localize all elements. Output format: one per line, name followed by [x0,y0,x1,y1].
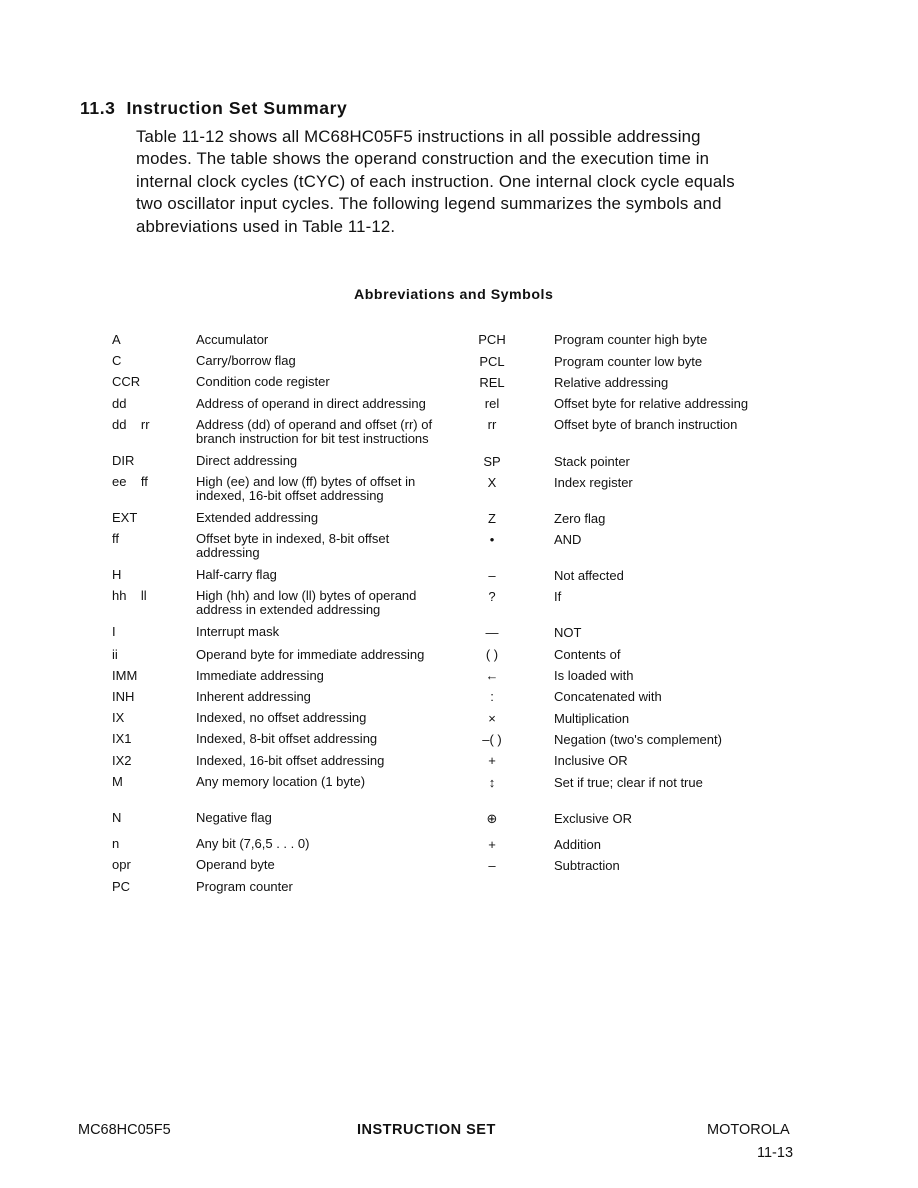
legend-symbol: EXT [112,510,138,525]
legend-description: Indexed, 16-bit offset addressing [196,753,385,768]
legend-symbol: IX [112,710,125,725]
legend-description: NOT [554,625,582,640]
legend-symbol: CCR [112,374,141,389]
legend-symbol: — [485,625,499,640]
legend-description: Program counter [196,879,293,894]
legend-description: High (ee) and low (ff) bytes of offset in [196,474,416,489]
legend-symbol: hh ll [112,588,147,603]
legend-symbol: X [487,475,497,490]
legend-description: Not affected [554,568,624,583]
intro-line: abbreviations used in Table 11-12. [136,216,396,236]
legend-symbol: n [112,836,120,851]
legend-symbol: + [488,837,496,852]
legend-description: Concatenated with [554,689,662,704]
legend-symbol: rr [487,417,497,432]
legend-description: Immediate addressing [196,668,324,683]
legend-description: Negative flag [196,810,272,825]
legend-description: Operand byte for immediate addressing [196,647,425,662]
footer-chapter: INSTRUCTION SET [357,1122,496,1138]
legend-description: Is loaded with [554,668,634,683]
legend-symbol: ⊕ [486,811,498,826]
legend-description: Address (dd) of operand and offset (rr) of [196,417,433,432]
legend-symbol: ↕ [488,775,496,790]
legend-symbol: C [112,353,122,368]
legend-symbol: – [488,568,496,583]
legend-symbol: A [112,332,121,347]
section-number: 11.3 [80,98,116,118]
legend-description: branch instruction for bit test instructions [196,431,429,446]
legend-symbol: • [489,532,495,547]
legend-symbol: Z [488,511,496,526]
legend-description: AND [554,532,582,547]
footer-doc-id: MC68HC05F5 [78,1122,171,1138]
intro-line: two oscillator input cycles. The following legend summarizes the symbols and [136,194,722,214]
legend-description: Offset byte of branch instruction [554,417,738,432]
legend-description: Inherent addressing [196,689,311,704]
legend-symbol: IX2 [112,753,132,768]
footer-brand: MOTOROLA [707,1122,790,1138]
legend-description: Extended addressing [196,510,319,525]
legend-symbol: : [490,689,494,704]
legend-description: Accumulator [196,332,269,347]
footer-page-number: 11-13 [757,1145,794,1161]
legend-description: Interrupt mask [196,624,280,639]
legend-description: Direct addressing [196,453,298,468]
legend-description: Multiplication [554,711,630,726]
intro-line: modes. The table shows the operand construction and the execution time in [136,149,710,169]
legend-description: High (hh) and low (ll) bytes of operand [196,588,417,603]
legend-symbol: IX1 [112,731,132,746]
legend-symbol: ( ) [485,647,499,662]
legend-description: Any memory location (1 byte) [196,774,366,789]
legend-symbol: N [112,810,122,825]
legend-description: Exclusive OR [554,811,633,826]
legend-symbol: M [112,774,123,789]
legend-symbol: + [488,753,496,768]
legend-symbol: ← [485,668,499,683]
legend-description: Any bit (7,6,5 . . . 0) [196,836,310,851]
legend-symbol: DIR [112,453,135,468]
legend-description: Address of operand in direct addressing [196,396,426,411]
legend-description: Zero flag [554,511,606,526]
legend-title: Abbreviations and Symbols [354,287,554,303]
legend-symbol: dd rr [112,417,150,432]
legend-description: Set if true; clear if not true [554,775,703,790]
section-heading [80,98,347,119]
legend-description: Offset byte for relative addressing [554,396,749,411]
legend-description: Stack pointer [554,454,630,469]
legend-symbol: PCH [478,332,506,347]
legend-description: Inclusive OR [554,753,628,768]
legend-symbol: ii [112,647,118,662]
legend-description: Negation (two's complement) [554,732,722,747]
legend-symbol: opr [112,857,131,872]
legend-description: address in extended addressing [196,602,381,617]
legend-symbol: ? [488,589,496,604]
legend-description: Operand byte [196,857,275,872]
legend-symbol: rel [484,396,500,411]
legend-description: Program counter low byte [554,354,703,369]
legend-description: Subtraction [554,858,620,873]
legend-description: Index register [554,475,633,490]
legend-description: Program counter high byte [554,332,708,347]
legend-description: Condition code register [196,374,330,389]
legend-symbol: × [488,711,496,726]
intro-line: internal clock cycles (tCYC) of each instruction. One internal clock cycle equals [136,171,735,191]
legend-description: indexed, 16-bit offset addressing [196,488,384,503]
legend-symbol: IMM [112,668,138,683]
legend-symbol: PCL [479,354,505,369]
legend-description: Indexed, no offset addressing [196,710,367,725]
legend-symbol: SP [483,454,501,469]
legend-description: Half-carry flag [196,567,277,582]
legend-symbol: –( ) [482,732,502,747]
legend-symbol: ff [112,531,119,546]
legend-description: Offset byte in indexed, 8-bit offset [196,531,390,546]
legend-description: If [554,589,562,604]
legend-symbol: dd [112,396,127,411]
legend-description: Relative addressing [554,375,669,390]
legend-description: Contents of [554,647,621,662]
legend-symbol: INH [112,689,135,704]
legend-symbol: REL [479,375,505,390]
legend-description: addressing [196,545,260,560]
legend-symbol: I [112,624,116,639]
section-title: Instruction Set Summary [126,98,348,118]
legend-symbol: – [488,858,496,873]
legend-description: Carry/borrow flag [196,353,296,368]
intro-line: Table 11-12 shows all MC68HC05F5 instructions in all possible addressing [136,127,701,146]
legend-symbol: ee ff [112,474,148,489]
legend-description: Addition [554,837,601,852]
legend-description: Indexed, 8-bit offset addressing [196,731,378,746]
legend-symbol: PC [112,879,131,894]
intro-paragraph [136,126,804,238]
legend-symbol: H [112,567,122,582]
